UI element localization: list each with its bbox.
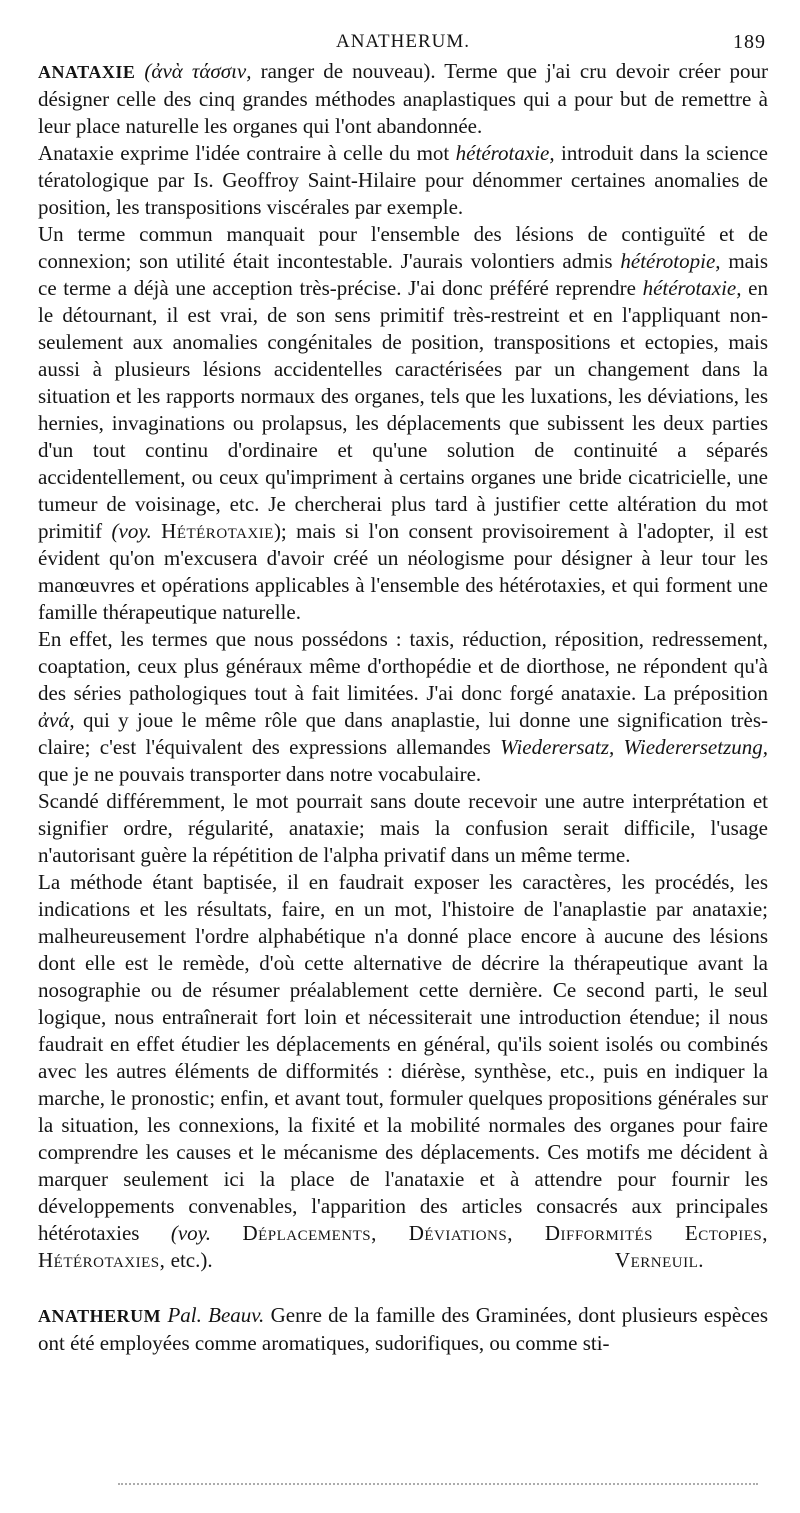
paragraph-text: La méthode étant baptisée, il en faudrait exposer les caractères, les procédés, les indications et les résultats, faire, en un mot, l'histoire de l'anaplastie par anataxie; malheureusement l'ordre alphabétique n'a donné place encore à aucune des lésions dont elle est le remède, d'où cette alternative de décrire la thérapeutique avant la nosographie ou de résumer préalablement cette dernière. Ce second parti, le seul logique, nous entraînerait fort loin et nécessiterait une introduction étendue; il nous faudrait en effet étudier les déplacements en général, qu'ils soient isolés ou combinés avec les autres éléments de difformités : diérèse, synthèse, etc., puis en indiquer la marche, le pronostic; enfin, et avant tout, formuler quelques propositions générales sur la situation, les connexions, la fixité et la mobilité normales des organes pour faire comprendre les causes et le mécanisme des déplacements. Ces motifs me décident à marquer seulement ici la place de l'anataxie et à attendre pour fournir les développements convenables, l'apparition des articles consacrés aux principales hétérotaxies bbox=[38, 870, 768, 1245]
definition-text: Genre de la famille des Graminées, dont plusieurs espèces ont été employées comme aromatiques, sudorifiques, ou comme sti- bbox=[38, 1303, 769, 1355]
paragraph-text: En effet, les termes que nous possédons : taxis, réduction, réposition, redressement, coaptation, ceux plus généraux même d'orthopédie et de diorthose, ne répondent qu'à des séries pathologiques tout à fait limitées. J'ai donc forgé anataxie. La préposition bbox=[38, 627, 768, 705]
paragraph-text: en le détournant, il est vrai, de son sens primitif très-restreint et en l'appliquant non-seulement aux anomalies congénitales de position, transpositions et ectopies, mais aussi à plusieurs lésions accidentelles caractérisées par un changement dans la situation et les rapports normaux des organes, tels que les luxations, les déviations, les hernies, invaginations ou prolapsus, les déplacements que subissent les deux parties d'un tout continu d'ordinaire et qu'une solution de continuité a séparés accidentellement, ou ceux qu'impriment à certains organes une bride cicatricielle, une tumeur de voisinage, etc. Je chercherai plus tard à justifier cette altération du mot primitif bbox=[38, 276, 768, 543]
definition-text: ranger de nouveau). Terme que j'ai cru devoir créer pour désigner celle des cinq grandes méthodes anaplastiques qui a pour but de remettre à leur place naturelle les organes qui l'ont abandonnée. bbox=[38, 59, 768, 138]
dictionary-page bbox=[38, 22, 768, 1357]
italic-term: hétérotaxie, bbox=[455, 141, 555, 165]
paragraph-text: Scandé différemment, le mot pourrait sans doute recevoir une autre interprétation et signifier ordre, régularité, anataxie; mais la confusion serait difficile, l'usage n'autorisant guère la répétition de l'alpha privatif dans un même terme. bbox=[38, 789, 768, 867]
cross-reference: Hétérotaxie bbox=[161, 519, 274, 543]
article-paragraph-4 bbox=[38, 626, 768, 788]
article-paragraph-3 bbox=[38, 221, 768, 626]
headword: ANATAXIE bbox=[38, 62, 136, 82]
paragraph-text: Anataxie exprime l'idée contraire à celle du mot bbox=[38, 141, 450, 165]
article-paragraph-5 bbox=[38, 788, 768, 869]
article-anataxie bbox=[38, 58, 768, 1274]
italic-term: hétérotopie, bbox=[620, 249, 721, 273]
article-paragraph-1 bbox=[38, 58, 768, 140]
bottom-rule bbox=[118, 1483, 758, 1487]
cross-reference-marker: (voy. bbox=[170, 1221, 212, 1245]
italic-term: hétérotaxie, bbox=[642, 276, 742, 300]
article-paragraph bbox=[38, 1302, 768, 1357]
paragraph-text: que je ne pouvais transporter dans notre vocabulaire. bbox=[38, 762, 482, 786]
paragraph-text: mais ce terme a déjà une acception très-précise. J'ai donc préféré reprendre bbox=[38, 249, 768, 300]
headword: ANATHERUM bbox=[38, 1306, 162, 1326]
paragraph-text: Un terme commun manquait pour l'ensemble des lésions de contiguïté et de connexion; son utilité était incontestable. J'aurais volontiers admis bbox=[38, 222, 768, 273]
cross-reference-marker: (voy. bbox=[111, 519, 152, 543]
authority: Pal. Beauv. bbox=[167, 1303, 265, 1327]
italic-term: Wiederersatz, Wiederersetzung, bbox=[500, 735, 768, 759]
greek-etymology: (ἀνὰ τάσσιν, bbox=[144, 59, 252, 83]
paragraph-text: introduit dans la science tératologique par Is. Geoffroy Saint-Hilaire pour dénommer certaines anomalies de position, les transpositions viscérales par exemple. bbox=[38, 141, 768, 219]
page-number: 189 bbox=[733, 31, 766, 53]
cross-reference: Déplacements, Déviations, Difformités Ectopies, Hétérotaxies, bbox=[38, 1221, 769, 1272]
paragraph-text: qui y joue le même rôle que dans anaplastie, lui donne une signification très-claire; c'est l'équivalent des expressions allemandes bbox=[38, 708, 769, 759]
article-anatherum bbox=[38, 1302, 768, 1357]
author-signature: Verneuil. bbox=[614, 1248, 704, 1272]
article-paragraph-6 bbox=[38, 869, 768, 1274]
running-head bbox=[38, 22, 768, 58]
article-paragraph-2 bbox=[38, 140, 768, 221]
paragraph-text: etc.). bbox=[170, 1248, 213, 1272]
running-title: ANATHERUM. bbox=[335, 31, 471, 52]
greek-word: ἀνά, bbox=[38, 708, 75, 732]
paragraph-text: ); mais si l'on consent provisoirement à l'adopter, il est évident qu'on m'excusera d'avoir créé un néologisme pour désigner à leur tour les manœuvres et opérations applicables à l'ensemble des hétérotaxies, et qui forment une famille thérapeutique naturelle. bbox=[38, 519, 769, 624]
